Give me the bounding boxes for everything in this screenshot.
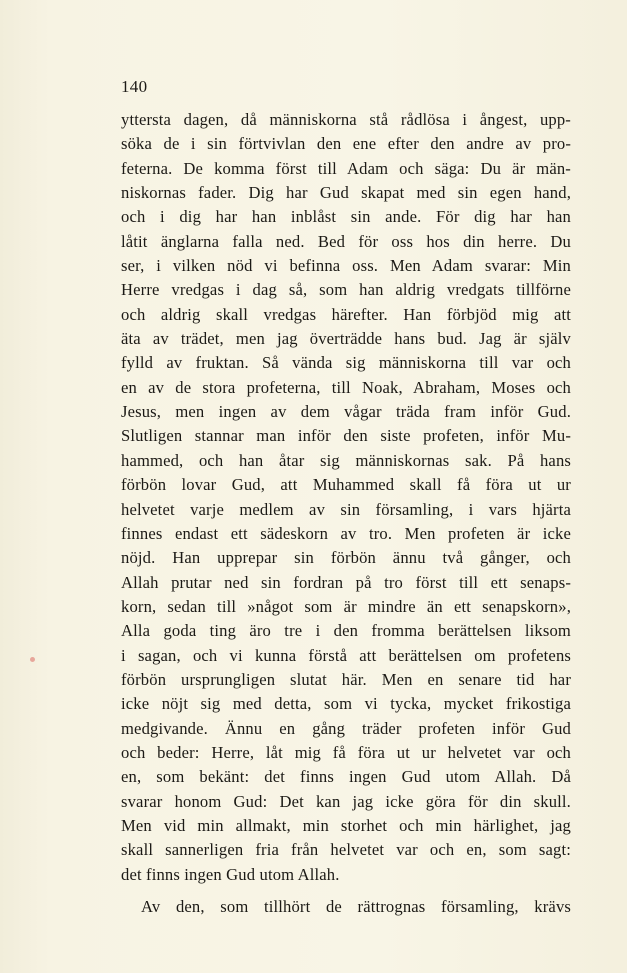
text-line: korn, sedan till »något som är mindre än ett senapskorn», [121, 596, 571, 616]
text-line: en av de stora profeterna, till Noak, Abraham, Moses och [121, 377, 571, 397]
text-line: i sagan, och vi kunna förstå att berättelsen om profetens [121, 645, 571, 665]
text-line: Herre vredgas i dag så, som han aldrig vredgats tillförne [121, 280, 571, 300]
text-line: fylld av fruktan. Så vända sig människorna till var och [121, 353, 571, 373]
margin-mark [30, 657, 35, 662]
text-line: äta av trädet, men jag överträdde hans bud. Jag är själv [121, 329, 571, 349]
page-number: 140 [121, 77, 148, 96]
text-line: yttersta dagen, då människorna stå rådlösa i ångest, upp- [121, 110, 571, 129]
text-line: icke nöjt sig med detta, som vi tycka, mycket frikostiga [121, 694, 571, 714]
text-line: ser, i vilken nöd vi befinna oss. Men Adam svarar: Min [121, 256, 571, 276]
text-line: Slutligen stannar man inför den siste profeten, inför Mu- [121, 426, 571, 446]
text-line: medgivande. Ännu en gång träder profeten inför Gud [121, 718, 571, 738]
text-line: och i dig har han inblåst sin ande. För dig har han [121, 207, 571, 227]
text-line: och aldrig skall vredgas härefter. Han förbjöd mig att [121, 304, 571, 324]
text-line: niskornas fader. Dig har Gud skapat med sin egen hand, [121, 183, 571, 203]
text-line: helvetet varje medlem av sin församling, i vars hjärta [121, 499, 571, 519]
text-line: svarar honom Gud: Det kan jag icke göra för din skull. [121, 791, 571, 811]
text-line: skall sannerligen fria från helvetet var och en, som sagt: [121, 840, 571, 860]
text-line: nöjd. Han upprepar sin förbön ännu två gånger, och [121, 548, 571, 568]
text-line: en, som bekänt: det finns ingen Gud utom Allah. Då [121, 767, 571, 787]
text-line: Men vid min allmakt, min storhet och min härlighet, jag [121, 815, 571, 835]
text-line: finnes endast ett sädeskorn av tro. Men profeten är icke [121, 523, 571, 543]
text-line: Alla goda ting äro tre i den fromma berättelsen liksom [121, 621, 571, 641]
text-line: söka de i sin förtvivlan den ene efter den andre av pro- [121, 134, 571, 154]
paragraph-gap [121, 887, 571, 895]
text-line: förbön lovar Gud, att Muhammed skall få föra ut ur [121, 475, 571, 495]
text-line: och beder: Herre, låt mig få föra ut ur helvetet var och [121, 742, 571, 762]
text-line: låtit änglarna falla ned. Bed för oss hos din herre. Du [121, 231, 571, 251]
text-line: Allah prutar ned sin fordran på tro först till ett senaps- [121, 572, 571, 592]
text-line: förbön ursprungligen slutat här. Men en senare tid har [121, 669, 571, 689]
body-text [121, 108, 571, 919]
text-line: Jesus, men ingen av dem vågar träda fram inför Gud. [121, 402, 571, 422]
text-line: hammed, och han åtar sig människornas sak. På hans [121, 450, 571, 470]
next-paragraph-line: Av den, som tillhört de rättrognas församling, krävs [141, 897, 571, 916]
text-line: feterna. De komma först till Adam och säga: Du är män- [121, 158, 571, 178]
paragraph-end-line: det finns ingen Gud utom Allah. [121, 864, 340, 884]
